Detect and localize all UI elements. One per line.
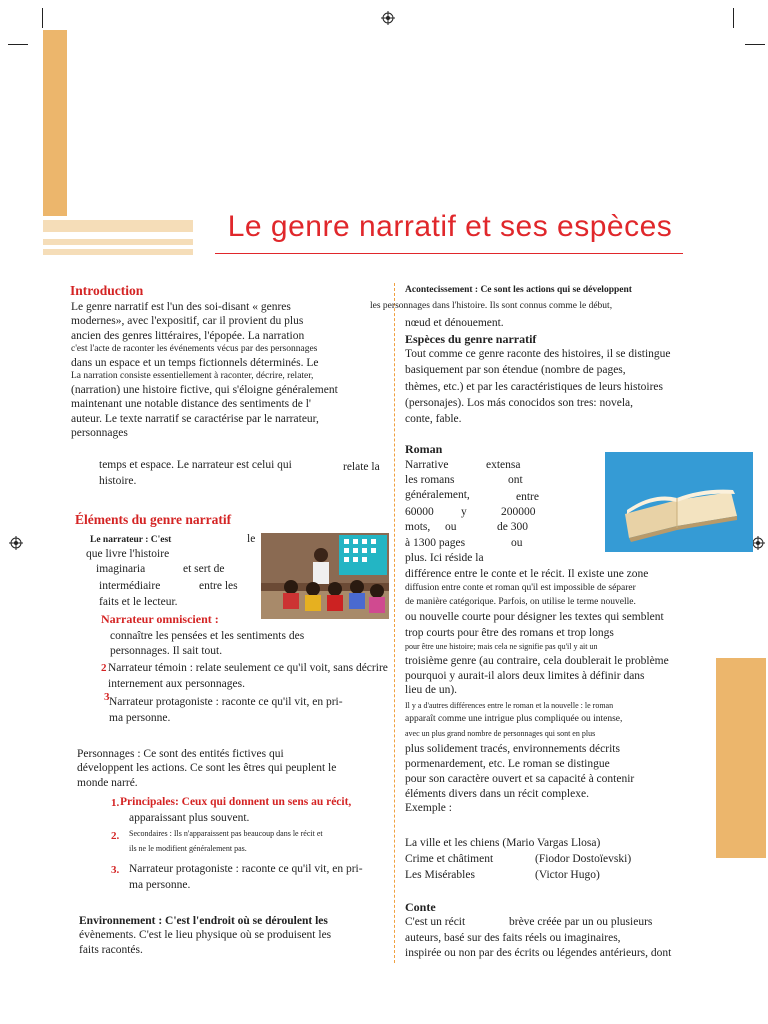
decor-orange-block [716, 658, 766, 858]
text-line: éléments divers dans un récit complexe. [405, 787, 589, 800]
text-line: développent les actions. Ce sont les êtres qui peuplent le [77, 762, 337, 775]
list-number: 3 [104, 691, 110, 703]
conte-heading: Conte [405, 900, 436, 914]
text-line: maintenant une notable distance des sentiments de l' [71, 398, 311, 411]
text-line: apparaissant plus souvent. [129, 812, 250, 824]
text-line: Narrateur protagoniste : raconte ce qu'il vit, en pri- [129, 863, 363, 875]
text-word: de 300 [497, 521, 528, 533]
text-line: pour son caractère ouvert et sa capacité à contenir [405, 773, 635, 786]
text-line: ma personne. [109, 712, 171, 724]
acontecissement-line: Acontecissement : Ce sont les actions qui se développent [405, 285, 632, 295]
text-line: évènements. C'est le lieu physique où se produisent les [79, 929, 332, 942]
temps-relate: relate la [343, 461, 380, 473]
text-word: C'est un récit [405, 916, 466, 928]
crop-mark [8, 44, 28, 45]
text-word: les romans [405, 474, 455, 486]
text-word: ont [508, 474, 523, 486]
text-line: auteurs, basé sur des faits réels ou imaginaires, [405, 932, 621, 944]
text-line: personnages [71, 427, 128, 440]
text-word: brève créée par un ou plusieurs [509, 916, 653, 928]
text-line: de manière catégorique. Parfois, on utilise le terme nouvelle. [405, 597, 636, 608]
decor-band [43, 249, 193, 255]
decor-orange-bar [43, 30, 67, 216]
example-title: Les Misérables [405, 869, 475, 881]
text-span: les per [370, 301, 396, 311]
title-rule [215, 253, 683, 254]
text-line: Le genre narratif est l'un des soi-disant « genres [71, 301, 291, 313]
text-line: Il y a d'autres différences entre le roman et la nouvelle : le roman [405, 700, 614, 710]
text-word: à 1300 pages [405, 537, 466, 549]
text-line: que livre l'histoire [86, 548, 170, 560]
text-word: entre [516, 491, 539, 503]
text-line: trop courts pour être des romans et trop longs [405, 626, 614, 639]
open-book-photo [605, 452, 753, 552]
text-line: personnages. Il sait tout. [110, 645, 223, 657]
text-word: 60000 [405, 506, 434, 518]
text-word: généralement, [405, 489, 470, 501]
registration-mark-icon [9, 536, 23, 550]
page-title: Le genre narratif et ses espèces [227, 210, 673, 243]
text-word: le [247, 533, 256, 545]
text-word: intermédiaire [99, 580, 161, 592]
intro-heading: Introduction [70, 283, 144, 298]
narrateur-label: Le narrateur : C'est [90, 535, 172, 545]
example-title: Crime et châtiment [405, 853, 494, 865]
crop-mark [745, 44, 765, 45]
text-line: Environnement : C'est l'endroit où se déroulent les [79, 915, 328, 927]
text-line: modernes», avec l'expositif, car il provient du plus [71, 315, 304, 328]
list-number: 2. [111, 830, 120, 842]
text-line: ou nouvelle courte pour désigner les textes qui semblent [405, 611, 664, 624]
text-line: plus. Ici réside la [405, 552, 484, 564]
text-line: ma personne. [129, 879, 191, 891]
especes-paragraph [405, 347, 705, 426]
text-line: plus solidement tracés, environnements décrits [405, 742, 620, 755]
list-number: 1. [111, 797, 120, 809]
text-line: c'est l'acte de raconter les événements vécus par des personnages [71, 343, 318, 354]
temps-line: temps et espace. Le narrateur est celui qui [99, 459, 292, 471]
text-line: ancien des genres littéraires, l'épopée. La narration [71, 329, 305, 342]
text-word: y [461, 506, 467, 518]
list-number: 3. [111, 864, 120, 876]
registration-mark-icon [381, 11, 395, 25]
crop-mark [42, 8, 43, 28]
text-line: lieu de un). [405, 684, 458, 697]
elements-heading: Éléments du genre narratif [75, 512, 232, 527]
text-word: 200000 [501, 506, 536, 518]
especes-heading: Espèces du genre narratif [405, 332, 537, 346]
exemple-label: Exemple : [405, 801, 452, 814]
roman-paragraph [405, 567, 715, 815]
text-line: conte, fable. [405, 413, 462, 426]
column-divider [394, 283, 395, 963]
text-line [370, 300, 612, 313]
intro-paragraph [71, 300, 391, 440]
text-word: ou [511, 537, 523, 549]
text-line: (narration) une histoire fictive, qui s'éloigne généralement [71, 384, 338, 397]
text-line: différence entre le conte et le récit. Il existe une zone [405, 568, 649, 580]
principales-text: Principales: Ceux qui donnent un sens au récit, [120, 796, 352, 808]
registration-mark-icon [751, 536, 765, 550]
text-line: thèmes, etc.) et par les caractéristiques de leurs histoires [405, 380, 664, 393]
text-line: diffusion entre conte et roman qu'il est impossible de séparer [405, 583, 636, 594]
text-span: sonnages dans l'histoire. Ils sont connus comme le début, [395, 301, 613, 311]
text-line: Secondaires : Ils n'apparaissent pas beaucoup dans le récit et [129, 829, 323, 838]
crop-mark [733, 8, 734, 28]
text-line: basiquement par son étendue (nombre de pages, [405, 364, 626, 377]
text-line: avec un plus grand nombre de personnages qui sont en plus [405, 728, 596, 738]
example-author: (Victor Hugo) [535, 869, 600, 881]
text-line: La narration consiste essentiellement à raconter, décrire, relater, [71, 371, 314, 382]
text-word: extensa [486, 459, 521, 471]
text-line: pourquoi y aurait-il alors deux limites à définir dans [405, 670, 645, 683]
text-line: internement aux personnages. [108, 678, 245, 690]
text-line: nœud et dénouement. [405, 317, 504, 329]
text-line: (personajes). Los más conocidos son tres: novela, [405, 396, 634, 409]
example-item: La ville et les chiens (Mario Vargas Llosa) [405, 837, 601, 849]
text-word: Narrative [405, 459, 449, 471]
text-line: monde narré. [77, 776, 138, 789]
environnement-paragraph [79, 914, 369, 957]
roman-heading: Roman [405, 442, 443, 456]
text-line: dans un espace et un temps fictionnels déterminés. Le [71, 356, 319, 369]
text-line: Narrateur protagoniste : raconte ce qu'il vit, en pri- [109, 696, 343, 708]
text-word: ou [445, 521, 457, 533]
list-number: 2 [101, 662, 107, 674]
text-word: et sert de [183, 563, 225, 575]
text-line: apparaît comme une intrigue plus compliquée ou intense, [405, 713, 623, 724]
text-line: connaître les pensées et les sentiments des [110, 630, 305, 642]
decor-band [43, 220, 193, 232]
example-author: (Fiodor Dostoïevski) [535, 853, 632, 865]
personnages-paragraph [77, 747, 371, 790]
text-line: Personnages : Ce sont des entités fictives qui [77, 748, 284, 760]
text-line: ils ne le modifient généralement pas. [129, 844, 247, 853]
text-word: mots, [405, 521, 431, 533]
text-line: Tout comme ce genre raconte des histoires, il se distingue [405, 348, 671, 360]
omniscient-heading: Narrateur omniscient : [101, 612, 219, 626]
text-word: entre les [199, 580, 238, 592]
text-line: pormenardement, etc. Le roman se distingue [405, 758, 610, 771]
text-line: Narrateur témoin : relate seulement ce qu'il voit, sans décrire [108, 662, 388, 674]
text-line: faits racontés. [79, 943, 143, 956]
text-word: imaginaria [96, 563, 146, 575]
text-line: troisième genre (au contraire, cela doublerait le problème [405, 654, 669, 667]
text-line: pour être une histoire; mais cela ne signifie pas qu'il y ait un [405, 641, 598, 651]
classroom-photo [261, 533, 389, 619]
text-line: inspirée ou non par des écrits ou légendes antérieurs, dont [405, 947, 672, 959]
text-line: auteur. Le texte narratif se caractérise par le narrateur, [71, 412, 319, 425]
text-line: faits et le lecteur. [99, 596, 178, 608]
temps-line: histoire. [99, 475, 137, 487]
decor-band [43, 239, 193, 245]
